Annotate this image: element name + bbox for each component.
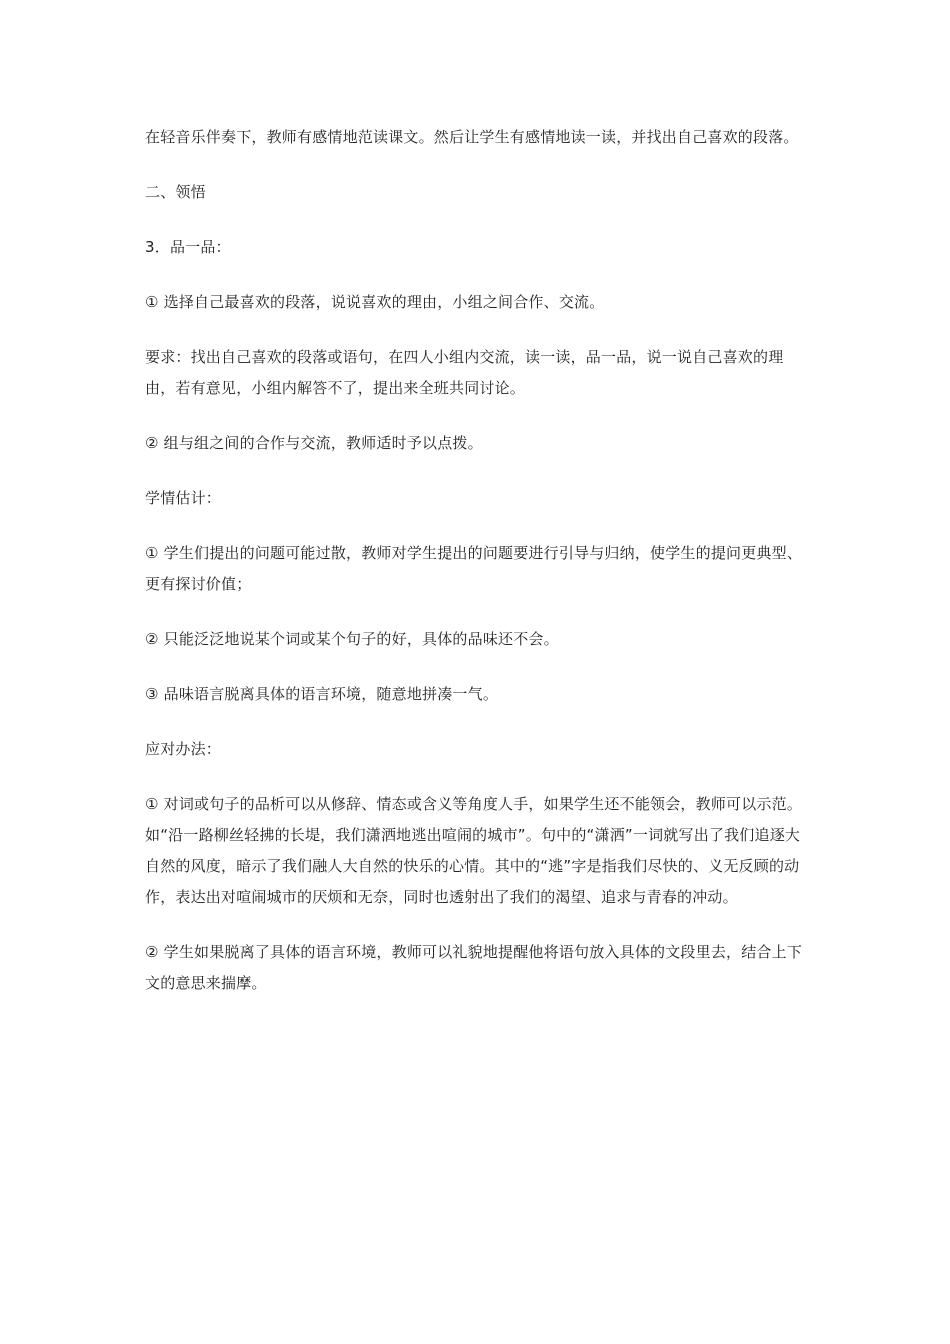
heading-countermeasures: 应对办法： bbox=[145, 740, 222, 758]
paragraph-choose-favorite: ① 选择自己最喜欢的段落，说说喜欢的理由，小组之间合作、交流。 bbox=[145, 293, 605, 311]
section-heading-comprehension: 二、领悟 bbox=[145, 183, 206, 201]
paragraph-estimate-3: ③ 品味语言脱离具体的语言环境，随意地拼凑一气。 bbox=[145, 685, 499, 703]
document-body bbox=[145, 122, 805, 1023]
paragraph-countermeasure-2: ② 学生如果脱离了具体的语言环境，教师可以礼貌地提醒他将语句放入具体的文段里去，结合上下文的意思来揣摩。 bbox=[145, 943, 803, 992]
paragraph-group-exchange: ② 组与组之间的合作与交流，教师适时予以点拨。 bbox=[145, 434, 483, 452]
paragraph-intro-reading: 在轻音乐伴奏下，教师有感情地范读课文。然后让学生有感情地读一读，并找出自己喜欢的段落。 bbox=[145, 128, 799, 146]
paragraph-countermeasure-1: ① 对词或句子的品析可以从修辞、情态或含义等角度人手，如果学生还不能领会，教师可以示范。如“沿一路柳丝轻拂的长堤，我们潇洒地逃出喧闹的城市”。句中的“潇洒”一词就写出了我们追逐大自然的风度，暗示了我们融人大自然的快乐的心情。其中的“逃”字是指我们尽快的、义无反顾的动作，表达出对喧闹城市的厌烦和无奈，同时也透射出了我们的渴望、追求与青春的冲动。 bbox=[145, 795, 803, 906]
paragraph-estimate-1: ① 学生们提出的问题可能过散，教师对学生提出的问题要进行引导与归纳，使学生的提问更典型、更有探讨价值； bbox=[145, 544, 803, 593]
step-heading-savor: 3．品一品： bbox=[145, 238, 231, 256]
heading-learning-estimate: 学情估计： bbox=[145, 489, 222, 507]
paragraph-requirements: 要求：找出自己喜欢的段落或语句，在四人小组内交流，读一读，品一品，说一说自己喜欢的理由，若有意见，小组内解答不了，提出来全班共同讨论。 bbox=[145, 348, 784, 397]
paragraph-estimate-2: ② 只能泛泛地说某个词或某个句子的好，具体的品味还不会。 bbox=[145, 630, 559, 648]
